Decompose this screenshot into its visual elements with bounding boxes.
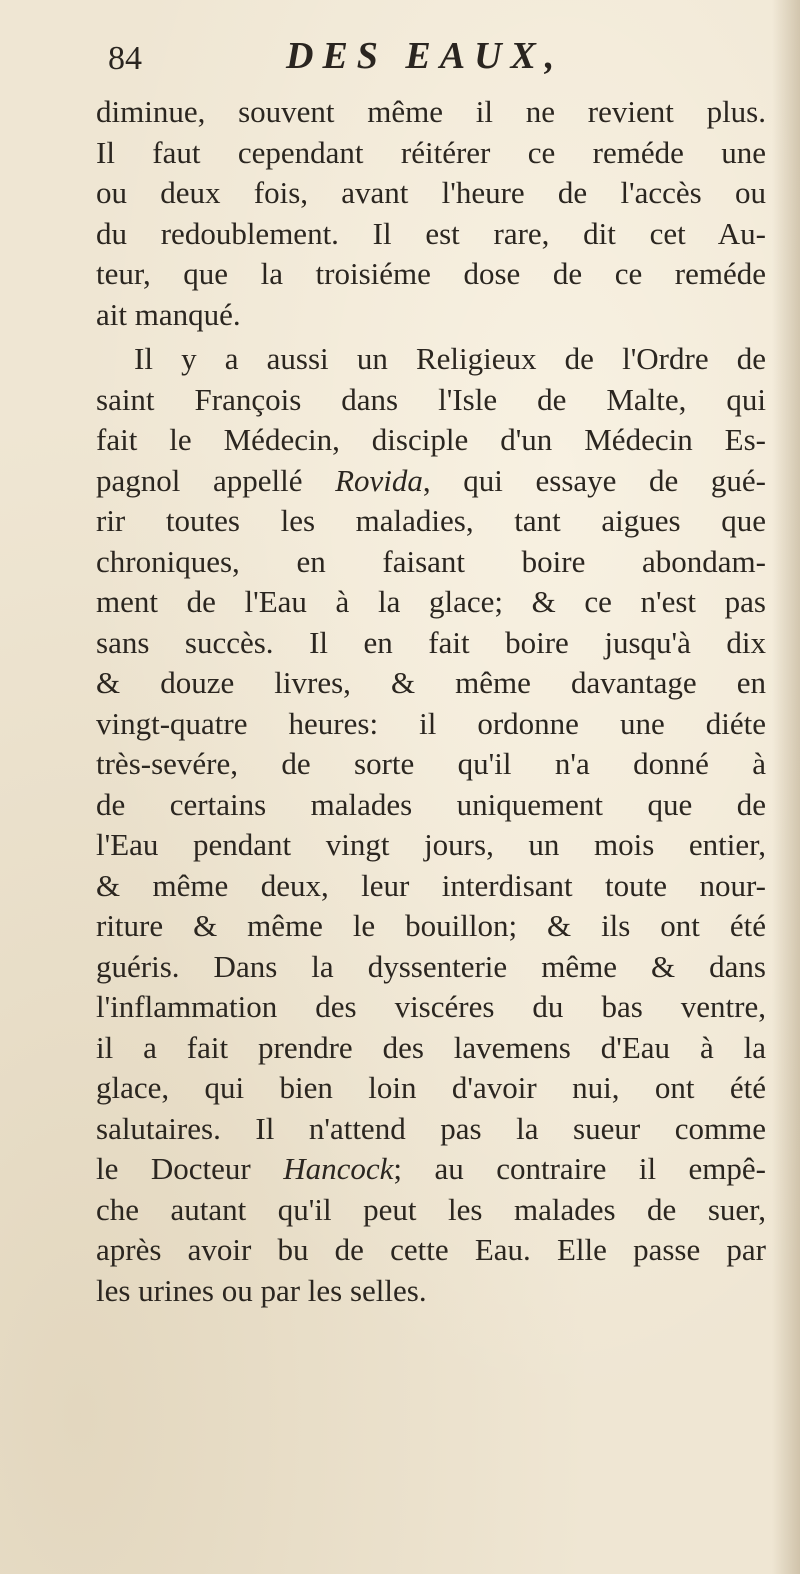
- running-head: [96, 30, 766, 92]
- text-line: du redoublement. Il est rare, dit cet Au-: [96, 215, 766, 251]
- text-line: & douze livres, & même davantage en: [96, 665, 766, 700]
- text-line: fait le Médecin, disciple d'un Médecin Es-: [96, 422, 766, 457]
- text-line: ment de l'Eau à la glace; & ce n'est pas: [96, 584, 766, 619]
- text-line: ait manqué.: [96, 296, 241, 332]
- text-line-with-name: [96, 461, 766, 502]
- body-text: [96, 92, 766, 1311]
- page-number: 84: [108, 40, 142, 77]
- person-name-hancock: Hancock: [283, 1151, 394, 1186]
- line-prefix: le Docteur: [96, 1151, 284, 1186]
- text-line: les urines ou par les selles.: [96, 1272, 427, 1308]
- text-line: vingt-quatre heures: il ordonne une diéte: [96, 705, 766, 741]
- text-line: il a fait prendre des lavemens d'Eau à la: [96, 1029, 766, 1065]
- text-line: saint François dans l'Isle de Malte, qui: [96, 381, 766, 417]
- text-line: che autant qu'il peut les malades de suer,: [96, 1191, 766, 1227]
- text-line: l'inflammation des viscéres du bas ventre,: [96, 989, 766, 1024]
- text-line: diminue, souvent même il ne revient plus.: [96, 94, 766, 129]
- text-line: très-sevére, de sorte qu'il n'a donné à: [96, 746, 766, 781]
- text-line: chroniques, en faisant boire abondam-: [96, 543, 766, 579]
- line-suffix: ; au contraire il empê-: [393, 1151, 766, 1186]
- text-line: de certains malades uniquement que de: [96, 786, 766, 822]
- running-title: DES EAUX,: [286, 35, 564, 77]
- text-line: ou deux fois, avant l'heure de l'accès ou: [96, 175, 766, 210]
- text-line: guéris. Dans la dyssenterie même & dans: [96, 948, 766, 984]
- person-name-rovida: Rovida: [335, 462, 423, 498]
- text-line: salutaires. Il n'attend pas la sueur comme: [96, 1110, 766, 1146]
- text-line-with-name: [96, 1149, 766, 1190]
- book-page: [96, 30, 766, 1311]
- text-line: après avoir bu de cette Eau. Elle passe par: [96, 1232, 766, 1267]
- text-line: & même deux, leur interdisant toute nour-: [96, 867, 766, 903]
- paragraph-2: [96, 339, 766, 1311]
- line-suffix: , qui essaye de gué-: [422, 462, 766, 498]
- text-line: Il y a aussi un Religieux de l'Ordre de: [134, 341, 766, 376]
- text-line: sans succès. Il en fait boire jusqu'à dix: [96, 624, 766, 660]
- text-line: glace, qui bien loin d'avoir nui, ont été: [96, 1070, 766, 1105]
- text-line: teur, que la troisiéme dose de ce reméde: [96, 256, 766, 291]
- paragraph-1: [96, 92, 766, 335]
- text-line: Il faut cependant réitérer ce reméde une: [96, 134, 766, 170]
- text-line: rir toutes les maladies, tant aigues que: [96, 503, 766, 538]
- page-edge-shadow: [772, 0, 800, 1574]
- text-line: riture & même le bouillon; & ils ont été: [96, 908, 766, 943]
- line-prefix: pagnol appellé: [96, 462, 336, 498]
- text-line: l'Eau pendant vingt jours, un mois entier,: [96, 827, 766, 862]
